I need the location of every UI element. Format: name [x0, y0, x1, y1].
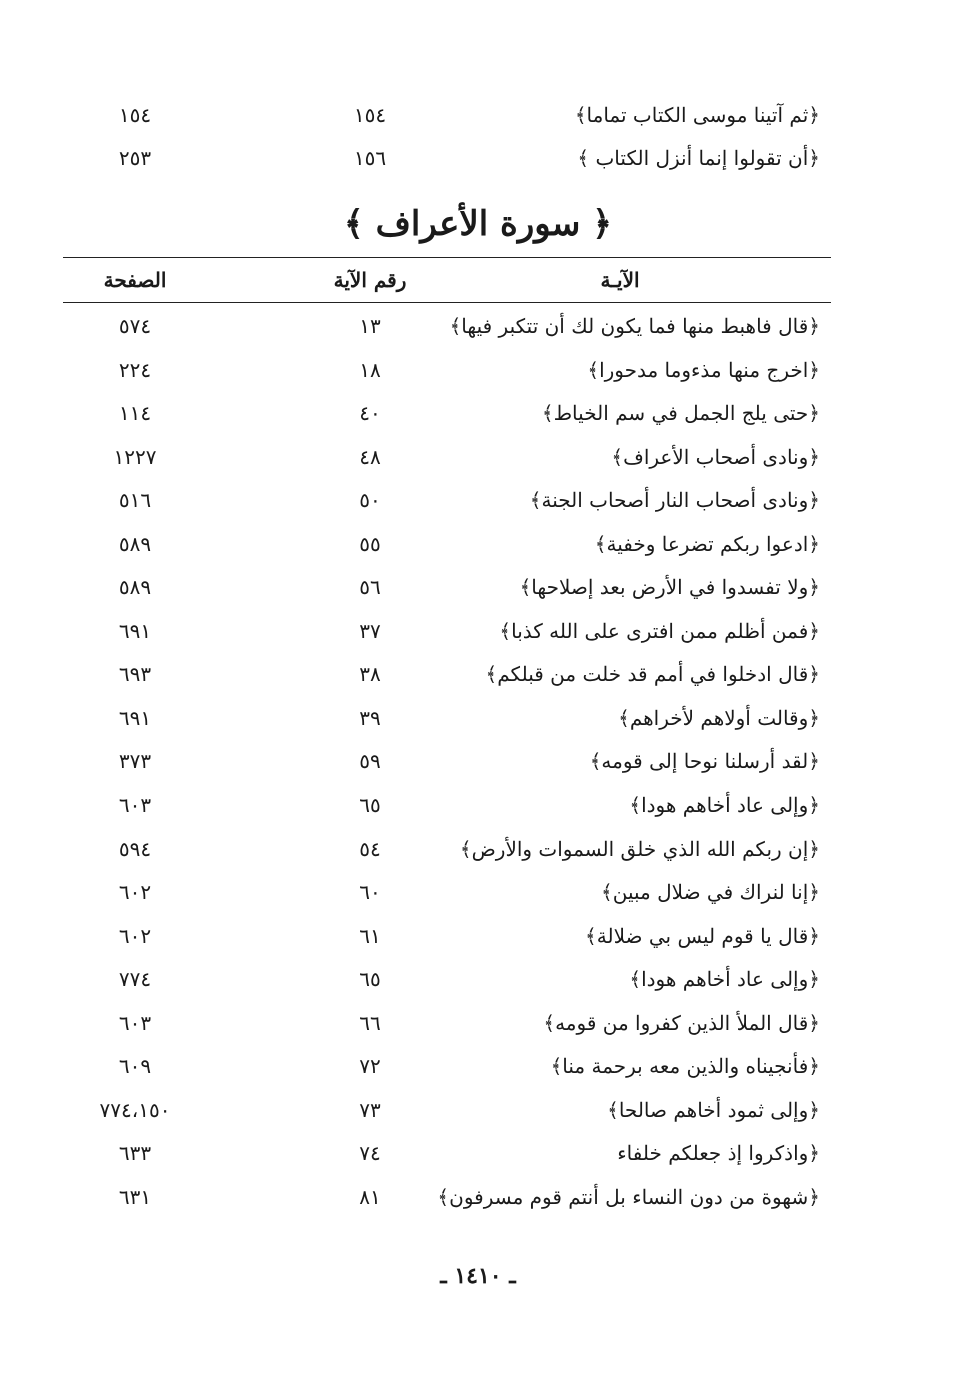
page-ref: ١٥٤: [118, 103, 152, 127]
verse-text: ﴿حتى يلج الجمل في سم الخياط﴾: [541, 401, 820, 425]
header-verse-number: رقم الآية: [333, 268, 407, 292]
verse-number: ٦٥: [359, 793, 381, 817]
verse-number: ٤٠: [359, 401, 381, 425]
table-row: [60, 785, 830, 825]
page-ref: ٥٩٤: [118, 837, 152, 861]
page-ref: ٦٩٣: [118, 662, 152, 686]
verse-text: ﴿إن ربكم الله الذي خلق السموات والأرض﴾: [459, 837, 820, 861]
verse-number: ٦٦: [359, 1011, 381, 1035]
verse-text: ﴿واذكروا إذ جعلكم خلفاء: [617, 1141, 820, 1165]
verse-number: ٥٤: [359, 837, 381, 861]
table-row: [60, 916, 830, 956]
page-ref: ٢٢٤: [118, 358, 152, 382]
table-row: [60, 306, 830, 346]
table-top-rule: [63, 257, 831, 258]
verse-text: ﴿وإلى ثمود أخاهم صالحا﴾: [607, 1098, 820, 1122]
verse-number: ١٥٦: [353, 146, 387, 170]
header-verse: الآيـة: [600, 268, 640, 292]
page-ref: ٣٧٣: [118, 749, 152, 773]
verse-text: ﴿فأنجيناه والذين معه برحمة منا﴾: [550, 1054, 820, 1078]
page-ref: ٢٥٣: [118, 146, 152, 170]
table-row: [60, 698, 830, 738]
table-row: [60, 1046, 830, 1086]
page-ref: ٧٧٤،١٥٠: [99, 1098, 171, 1122]
page-ref: ٦٠٣: [118, 1011, 152, 1035]
verse-text: ﴿لقد أرسلنا نوحا إلى قومه﴾: [589, 749, 820, 773]
table-row: [60, 1177, 830, 1217]
section-title: ﴿ سورة الأعراف ﴾: [343, 204, 613, 244]
table-header-rule: [63, 302, 831, 303]
verse-number: ٥٥: [359, 532, 381, 556]
verse-text: ﴿وقالت أولاهم لأخراهم﴾: [618, 706, 820, 730]
page-ref: ٦٩١: [118, 619, 152, 643]
table-row: [60, 350, 830, 390]
verse-number: ٥٦: [359, 575, 381, 599]
table-row: [60, 741, 830, 781]
page-ref: ٦٠٢: [118, 880, 152, 904]
verse-text: ﴿شهوة من دون النساء بل أنتم قوم مسرفون﴾: [437, 1185, 820, 1209]
verse-number: ٣٩: [359, 706, 381, 730]
page-ref: ٦٩١: [118, 706, 152, 730]
page-ref: ٥٨٩: [118, 532, 152, 556]
verse-text: ﴿فمن أظلم ممن افترى على الله كذبا﴾: [499, 619, 820, 643]
table-row: [60, 95, 830, 135]
page-ref: ٥٨٩: [118, 575, 152, 599]
page-ref: ١١٤: [118, 401, 152, 425]
page-ref: ٥٧٤: [118, 314, 152, 338]
table-row: [60, 480, 830, 520]
verse-text: ﴿وإلى عاد أخاهم هودا﴾: [629, 793, 820, 817]
verse-number: ٦٠: [359, 880, 381, 904]
verse-text: ﴿ولا تفسدوا في الأرض بعد إصلاحها﴾: [519, 575, 820, 599]
verse-number: ٥٩: [359, 749, 381, 773]
verse-text: ﴿ثم آتينا موسى الكتاب تماما﴾: [574, 103, 820, 127]
verse-number: ٧٤: [359, 1141, 381, 1165]
page-ref: ٦٠٢: [118, 924, 152, 948]
table-row: [60, 1090, 830, 1130]
table-row: [60, 611, 830, 651]
page-ref: ٦٠٩: [118, 1054, 152, 1078]
verse-number: ٤٨: [359, 445, 381, 469]
page-number: ـ ١٤١٠ ـ: [440, 1263, 516, 1289]
verse-text: ﴿أن تقولوا إنما أنزل الكتاب ﴾: [577, 146, 820, 170]
page-ref: ٦٠٣: [118, 793, 152, 817]
verse-text: ﴿ونادى أصحاب الأعراف﴾: [611, 445, 820, 469]
page-ref: ٦٣٣: [118, 1141, 152, 1165]
verse-text: ﴿إنا لنراك في ضلال مبين﴾: [601, 880, 820, 904]
verse-number: ٣٧: [359, 619, 381, 643]
verse-text: ﴿قال فاهبط منها فما يكون لك أن تتكبر فيها﴾: [449, 314, 820, 338]
verse-number: ٧٣: [359, 1098, 381, 1122]
table-row: [60, 872, 830, 912]
header-page: الصفحة: [103, 268, 167, 292]
table-row: [60, 524, 830, 564]
page-ref: ٦٣١: [118, 1185, 152, 1209]
verse-text: ﴿ونادى أصحاب النار أصحاب الجنة﴾: [529, 488, 820, 512]
table-header: [60, 260, 830, 300]
page-ref: ٥١٦: [118, 488, 152, 512]
page-ref: ٧٧٤: [118, 967, 152, 991]
table-row: [60, 138, 830, 178]
table-row: [60, 1133, 830, 1173]
verse-number: ٨١: [359, 1185, 381, 1209]
verse-number: ٦٥: [359, 967, 381, 991]
page-ref: ١٢٢٧: [113, 445, 157, 469]
verse-text: ﴿قال الملأ الذين كفروا من قومه﴾: [543, 1011, 820, 1035]
verse-text: ﴿اخرج منها مذءوما مدحورا﴾: [587, 358, 820, 382]
verse-number: ٣٨: [359, 662, 381, 686]
table-row: [60, 437, 830, 477]
table-row: [60, 1003, 830, 1043]
verse-text: ﴿قال يا قوم ليس بي ضلالة﴾: [585, 924, 820, 948]
verse-number: ٥٠: [359, 488, 381, 512]
verse-text: ﴿ادعوا ربكم تضرعا وخفية﴾: [594, 532, 820, 556]
verse-text: ﴿قال ادخلوا في أمم قد خلت من قبلكم﴾: [485, 662, 820, 686]
verse-text: ﴿وإلى عاد أخاهم هودا﴾: [629, 967, 820, 991]
verse-number: ١٣: [359, 314, 381, 338]
verse-number: ٧٢: [359, 1054, 381, 1078]
table-row: [60, 829, 830, 869]
table-row: [60, 393, 830, 433]
table-row: [60, 959, 830, 999]
table-row: [60, 654, 830, 694]
verse-number: ١٥٤: [353, 103, 387, 127]
verse-number: ٦١: [359, 924, 381, 948]
table-row: [60, 567, 830, 607]
verse-number: ١٨: [359, 358, 381, 382]
